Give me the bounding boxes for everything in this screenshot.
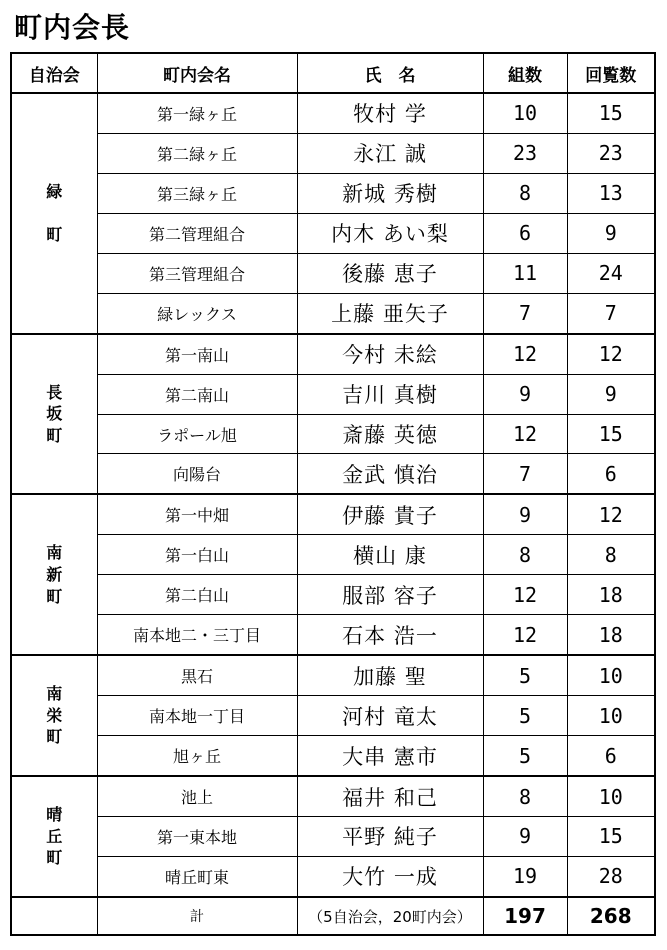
name-cell: 後藤 恵子 [297,253,483,293]
group-count-cell: 5 [483,696,567,736]
town-cell: 第二管理組合 [97,213,297,253]
name-cell: 今村 未絵 [297,334,483,374]
name-cell: 横山 康 [297,535,483,575]
header-row [11,53,655,93]
table-row [11,817,655,857]
town-cell: 黒石 [97,655,297,695]
association-char: 長 [46,382,63,402]
town-cell: 第三管理組合 [97,253,297,293]
table-row [11,454,655,494]
name-cell: 福井 和己 [297,776,483,816]
town-cell: 南本地一丁目 [97,696,297,736]
association-char: 坂 [46,404,63,424]
town-cell: 第一東本地 [97,817,297,857]
name-cell: 大竹 一成 [297,856,483,897]
circular-count-cell: 13 [567,173,655,213]
name-cell: 牧村 学 [297,93,483,133]
group-count-cell: 9 [483,817,567,857]
name-cell: 平野 純子 [297,817,483,857]
group-count-cell: 12 [483,615,567,655]
header-association: 自治会 [11,53,97,93]
group-count-cell: 7 [483,454,567,494]
name-cell: 吉川 真樹 [297,374,483,414]
association-char: 町 [46,848,63,868]
town-cell: 緑レックス [97,293,297,333]
header-name: 氏 名 [297,53,483,93]
table-row [11,655,655,695]
town-cell: 晴丘町東 [97,856,297,897]
total-label: 計 [97,897,297,935]
table-row [11,575,655,615]
chairperson-table [10,52,656,936]
association-cell [11,776,97,897]
town-cell: 池上 [97,776,297,816]
group-count-cell: 19 [483,856,567,897]
table-row [11,615,655,655]
town-cell: ラポール旭 [97,414,297,454]
table-row [11,494,655,534]
circular-count-cell: 18 [567,615,655,655]
name-cell: 河村 竜太 [297,696,483,736]
town-cell: 向陽台 [97,454,297,494]
town-cell: 第一白山 [97,535,297,575]
circular-count-cell: 15 [567,817,655,857]
group-count-cell: 12 [483,575,567,615]
association-char: 町 [46,225,63,245]
circular-count-cell: 9 [567,213,655,253]
group-count-cell: 5 [483,736,567,776]
total-circular-count: 268 [567,897,655,935]
table-row [11,736,655,776]
table-row [11,133,655,173]
circular-count-cell: 8 [567,535,655,575]
circular-count-cell: 10 [567,655,655,695]
table-row [11,414,655,454]
name-cell: 新城 秀樹 [297,173,483,213]
association-char: 緑 [46,181,63,201]
table-row [11,696,655,736]
table-row [11,253,655,293]
table-row [11,535,655,575]
name-cell: 永江 誠 [297,133,483,173]
group-count-cell: 10 [483,93,567,133]
group-count-cell: 8 [483,173,567,213]
circular-count-cell: 28 [567,856,655,897]
circular-count-cell: 12 [567,494,655,534]
group-count-cell: 5 [483,655,567,695]
name-cell: 内木 あい梨 [297,213,483,253]
town-cell: 南本地二・三丁目 [97,615,297,655]
header-group-count: 組数 [483,53,567,93]
circular-count-cell: 10 [567,776,655,816]
circular-count-cell: 6 [567,454,655,494]
circular-count-cell: 15 [567,93,655,133]
circular-count-cell: 24 [567,253,655,293]
association-cell [11,334,97,495]
table-row [11,374,655,414]
name-cell: 服部 容子 [297,575,483,615]
table-row [11,93,655,133]
group-count-cell: 6 [483,213,567,253]
total-spacer [11,897,97,935]
page-title: 町内会長 [14,11,131,44]
circular-count-cell: 18 [567,575,655,615]
circular-count-cell: 23 [567,133,655,173]
table-row [11,334,655,374]
name-cell: 斎藤 英徳 [297,414,483,454]
town-cell: 第一中畑 [97,494,297,534]
association-char: 晴 [46,805,63,825]
group-count-cell: 8 [483,535,567,575]
association-char: 南 [46,684,63,704]
table-row [11,293,655,333]
association-cell [11,494,97,655]
group-count-cell: 8 [483,776,567,816]
table-row [11,776,655,816]
group-count-cell: 11 [483,253,567,293]
association-char: 新 [46,565,63,585]
table-row [11,856,655,897]
group-count-cell: 12 [483,414,567,454]
association-cell [11,93,97,334]
name-cell: 加藤 聖 [297,655,483,695]
name-cell: 金武 慎治 [297,454,483,494]
table-body [11,93,655,897]
association-char [12,203,97,225]
town-cell: 第三緑ヶ丘 [97,173,297,213]
total-note: （5自治会，20町内会） [297,897,483,935]
total-row [11,897,655,935]
association-char: 栄 [46,705,63,725]
town-cell: 旭ヶ丘 [97,736,297,776]
circular-count-cell: 7 [567,293,655,333]
table-row [11,173,655,213]
town-cell: 第一南山 [97,334,297,374]
association-cell [11,655,97,776]
association-char: 町 [46,425,63,445]
circular-count-cell: 15 [567,414,655,454]
group-count-cell: 23 [483,133,567,173]
town-cell: 第二南山 [97,374,297,414]
group-count-cell: 9 [483,494,567,534]
group-count-cell: 7 [483,293,567,333]
total-group-count: 197 [483,897,567,935]
town-cell: 第一緑ヶ丘 [97,93,297,133]
association-char: 町 [46,727,63,747]
circular-count-cell: 9 [567,374,655,414]
group-count-cell: 9 [483,374,567,414]
name-cell: 上藤 亜矢子 [297,293,483,333]
table-row [11,213,655,253]
town-cell: 第二緑ヶ丘 [97,133,297,173]
name-cell: 石本 浩一 [297,615,483,655]
name-cell: 大串 憲市 [297,736,483,776]
header-circular-count: 回覧数 [567,53,655,93]
header-town-association: 町内会名 [97,53,297,93]
name-cell: 伊藤 貴子 [297,494,483,534]
town-cell: 第二白山 [97,575,297,615]
association-char: 町 [46,586,63,606]
circular-count-cell: 12 [567,334,655,374]
circular-count-cell: 6 [567,736,655,776]
association-char: 南 [46,543,63,563]
association-char: 丘 [46,826,63,846]
circular-count-cell: 10 [567,696,655,736]
group-count-cell: 12 [483,334,567,374]
